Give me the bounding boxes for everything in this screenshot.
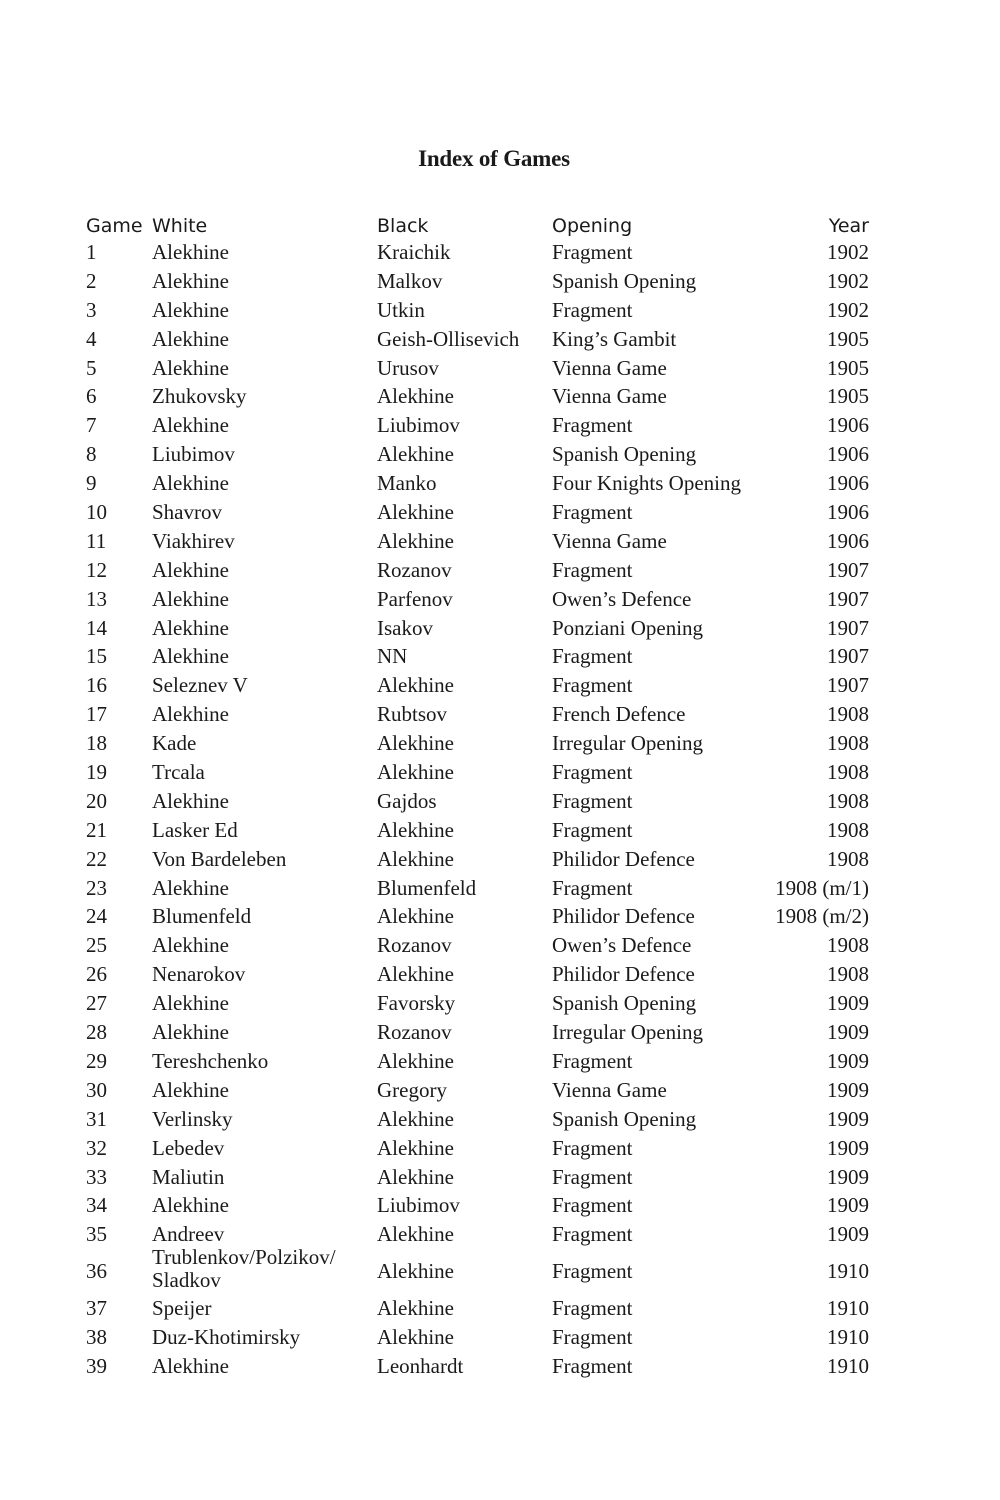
year-cell: 1907: [827, 644, 869, 669]
games-table: [0, 238, 1000, 1381]
white-player-cell: Alekhine: [152, 297, 229, 322]
game-number-cell: 29: [86, 1048, 107, 1073]
black-player-cell: Liubimov: [377, 413, 460, 438]
game-number-cell: 13: [86, 586, 107, 611]
white-player-cell: Andreev: [152, 1222, 225, 1247]
table-row: [0, 498, 1000, 527]
black-player-cell: Alekhine: [377, 904, 454, 929]
year-cell: 1909: [827, 1222, 869, 1247]
white-player-cell: Von Bardeleben: [152, 846, 287, 871]
black-player-cell: Urusov: [377, 355, 439, 380]
game-number-cell: 32: [86, 1135, 107, 1160]
column-header-white: White: [152, 215, 208, 237]
black-player-cell: Parfenov: [377, 586, 453, 611]
white-player-cell: Viakhirev: [152, 528, 235, 553]
white-player-cell: Trublenkov/Polzikov/ Sladkov: [152, 1245, 336, 1293]
column-header-black: Black: [377, 215, 429, 237]
table-row: [0, 1047, 1000, 1076]
opening-cell: Fragment: [552, 817, 633, 842]
game-number-cell: 39: [86, 1353, 107, 1378]
column-header-opening: Opening: [552, 215, 633, 237]
game-number-cell: 37: [86, 1296, 107, 1321]
black-player-cell: Alekhine: [377, 1296, 454, 1321]
year-cell: 1908: [827, 788, 869, 813]
game-number-cell: 5: [86, 355, 97, 380]
opening-cell: Fragment: [552, 1164, 633, 1189]
opening-cell: Owen’s Defence: [552, 933, 692, 958]
table-row: [0, 1163, 1000, 1192]
game-number-cell: 16: [86, 673, 107, 698]
year-cell: 1909: [827, 1106, 869, 1131]
game-number-cell: 19: [86, 760, 107, 785]
table-row: [0, 816, 1000, 845]
opening-cell: Fragment: [552, 500, 633, 525]
year-cell: 1907: [827, 615, 869, 640]
game-number-cell: 38: [86, 1325, 107, 1350]
game-number-cell: 15: [86, 644, 107, 669]
game-number-cell: 12: [86, 557, 107, 582]
opening-cell: Four Knights Opening: [552, 471, 741, 496]
black-player-cell: Alekhine: [377, 1164, 454, 1189]
black-player-cell: Utkin: [377, 297, 425, 322]
table-row: [0, 411, 1000, 440]
opening-cell: Fragment: [552, 673, 633, 698]
opening-cell: Fragment: [552, 1325, 633, 1350]
game-number-cell: 20: [86, 788, 107, 813]
opening-cell: Fragment: [552, 1296, 633, 1321]
table-row: [0, 1220, 1000, 1249]
white-player-cell: Alekhine: [152, 933, 229, 958]
white-player-cell: Seleznev V: [152, 673, 248, 698]
white-player-cell: Alekhine: [152, 326, 229, 351]
game-number-cell: 23: [86, 875, 107, 900]
opening-cell: Spanish Opening: [552, 442, 697, 467]
table-row: [0, 1352, 1000, 1381]
year-cell: 1910: [827, 1353, 869, 1378]
white-player-cell: Kade: [152, 731, 197, 756]
white-player-cell: Alekhine: [152, 1077, 229, 1102]
black-player-cell: Rubtsov: [377, 702, 448, 727]
table-row: [0, 556, 1000, 585]
black-player-cell: Alekhine: [377, 673, 454, 698]
white-player-cell: Alekhine: [152, 615, 229, 640]
opening-cell: Vienna Game: [552, 355, 667, 380]
black-player-cell: Isakov: [377, 615, 433, 640]
opening-cell: Fragment: [552, 1222, 633, 1247]
table-row: [0, 931, 1000, 960]
year-cell: 1905: [827, 384, 869, 409]
table-row: [0, 989, 1000, 1018]
white-player-cell: Alekhine: [152, 355, 229, 380]
white-player-cell: Alekhine: [152, 268, 229, 293]
opening-cell: French Defence: [552, 702, 686, 727]
opening-cell: Fragment: [552, 1259, 633, 1284]
game-number-cell: 25: [86, 933, 107, 958]
table-header: [0, 212, 1000, 240]
year-cell: 1902: [827, 240, 869, 264]
year-cell: 1910: [827, 1325, 869, 1350]
game-number-cell: 34: [86, 1193, 107, 1218]
white-player-cell: Maliutin: [152, 1164, 225, 1189]
table-row: [0, 296, 1000, 325]
year-cell: 1909: [827, 1077, 869, 1102]
table-row: [0, 1294, 1000, 1323]
black-player-cell: Kraichik: [377, 240, 451, 264]
opening-cell: Fragment: [552, 413, 633, 438]
year-cell: 1909: [827, 1193, 869, 1218]
opening-cell: Fragment: [552, 297, 633, 322]
white-player-cell: Alekhine: [152, 644, 229, 669]
white-player-cell: Alekhine: [152, 240, 229, 264]
year-cell: 1909: [827, 1020, 869, 1045]
table-row: [0, 902, 1000, 931]
game-number-cell: 7: [86, 413, 97, 438]
opening-cell: Fragment: [552, 1193, 633, 1218]
year-cell: 1906: [827, 471, 869, 496]
year-cell: 1908: [827, 933, 869, 958]
black-player-cell: Alekhine: [377, 1106, 454, 1131]
table-row: [0, 614, 1000, 643]
opening-cell: Fragment: [552, 760, 633, 785]
game-number-cell: 18: [86, 731, 107, 756]
black-player-cell: Alekhine: [377, 1222, 454, 1247]
game-number-cell: 27: [86, 991, 107, 1016]
white-player-cell: Alekhine: [152, 1020, 229, 1045]
opening-cell: Fragment: [552, 240, 633, 264]
game-number-cell: 4: [86, 326, 97, 351]
year-cell: 1906: [827, 442, 869, 467]
black-player-cell: Alekhine: [377, 760, 454, 785]
white-player-cell: Alekhine: [152, 586, 229, 611]
white-player-cell: Blumenfeld: [152, 904, 252, 929]
year-cell: 1909: [827, 1164, 869, 1189]
game-number-cell: 3: [86, 297, 97, 322]
opening-cell: Fragment: [552, 557, 633, 582]
white-player-cell: Alekhine: [152, 991, 229, 1016]
opening-cell: Fragment: [552, 875, 633, 900]
opening-cell: Spanish Opening: [552, 268, 697, 293]
table-row: [0, 1134, 1000, 1163]
black-player-cell: Gajdos: [377, 788, 437, 813]
white-player-cell: Alekhine: [152, 702, 229, 727]
black-player-cell: Alekhine: [377, 817, 454, 842]
year-cell: 1907: [827, 673, 869, 698]
year-cell: 1906: [827, 528, 869, 553]
year-cell: 1905: [827, 326, 869, 351]
white-player-cell: Alekhine: [152, 788, 229, 813]
black-player-cell: Alekhine: [377, 962, 454, 987]
black-player-cell: Liubimov: [377, 1193, 460, 1218]
game-number-cell: 6: [86, 384, 97, 409]
year-cell: 1908 (m/2): [775, 904, 869, 929]
game-number-cell: 24: [86, 904, 107, 929]
table-row: [0, 469, 1000, 498]
black-player-cell: Rozanov: [377, 1020, 452, 1045]
white-player-cell: Liubimov: [152, 442, 235, 467]
table-row: [0, 267, 1000, 296]
white-player-cell: Zhukovsky: [152, 384, 247, 409]
white-player-cell: Alekhine: [152, 557, 229, 582]
white-player-cell: Speijer: [152, 1296, 212, 1321]
opening-cell: Vienna Game: [552, 1077, 667, 1102]
opening-cell: Philidor Defence: [552, 904, 695, 929]
black-player-cell: Alekhine: [377, 846, 454, 871]
black-player-cell: Alekhine: [377, 442, 454, 467]
game-number-cell: 22: [86, 846, 107, 871]
opening-cell: Philidor Defence: [552, 962, 695, 987]
white-player-cell: Duz-Khotimirsky: [152, 1325, 301, 1350]
white-player-cell: Verlinsky: [152, 1106, 233, 1131]
white-player-cell: Alekhine: [152, 413, 229, 438]
white-player-cell: Alekhine: [152, 875, 229, 900]
table-row: [0, 700, 1000, 729]
black-player-cell: Malkov: [377, 268, 443, 293]
year-cell: 1909: [827, 1135, 869, 1160]
game-number-cell: 28: [86, 1020, 107, 1045]
black-player-cell: Leonhardt: [377, 1353, 464, 1378]
table-row: [0, 845, 1000, 874]
game-number-cell: 35: [86, 1222, 107, 1247]
table-row: [0, 642, 1000, 671]
white-player-cell: Lebedev: [152, 1135, 225, 1160]
table-row: [0, 1323, 1000, 1352]
table-row: [0, 960, 1000, 989]
black-player-cell: Alekhine: [377, 528, 454, 553]
year-cell: 1908: [827, 962, 869, 987]
page-title: Index of Games: [418, 146, 570, 171]
black-player-cell: Gregory: [377, 1077, 447, 1102]
year-cell: 1906: [827, 500, 869, 525]
black-player-cell: Alekhine: [377, 1325, 454, 1350]
game-number-cell: 8: [86, 442, 97, 467]
game-number-cell: 9: [86, 471, 97, 496]
white-player-cell: Alekhine: [152, 1353, 229, 1378]
black-player-cell: Alekhine: [377, 1048, 454, 1073]
year-cell: 1910: [827, 1296, 869, 1321]
column-header-year: Year: [828, 215, 869, 237]
year-cell: 1908: [827, 846, 869, 871]
game-number-cell: 33: [86, 1164, 107, 1189]
black-player-cell: Rozanov: [377, 557, 452, 582]
white-player-cell: Tereshchenko: [152, 1048, 269, 1073]
table-row: [0, 585, 1000, 614]
opening-cell: Fragment: [552, 788, 633, 813]
year-cell: 1910: [827, 1259, 869, 1284]
white-player-cell: Alekhine: [152, 471, 229, 496]
table-row: [0, 1076, 1000, 1105]
opening-cell: Vienna Game: [552, 384, 667, 409]
year-cell: 1909: [827, 991, 869, 1016]
black-player-cell: Alekhine: [377, 384, 454, 409]
opening-cell: Fragment: [552, 644, 633, 669]
column-header-game: Game: [86, 215, 143, 237]
black-player-cell: Geish-Ollisevich: [377, 326, 520, 351]
opening-cell: Irregular Opening: [552, 731, 704, 756]
table-row: [0, 527, 1000, 556]
black-player-cell: Favorsky: [377, 991, 456, 1016]
white-player-cell: Lasker Ed: [152, 817, 238, 842]
table-row: [0, 874, 1000, 903]
white-player-cell: Nenarokov: [152, 962, 246, 987]
year-cell: 1908: [827, 731, 869, 756]
game-number-cell: 31: [86, 1106, 107, 1131]
opening-cell: Fragment: [552, 1353, 633, 1378]
opening-cell: King’s Gambit: [552, 326, 677, 351]
table-row: [0, 1105, 1000, 1134]
black-player-cell: Alekhine: [377, 731, 454, 756]
game-number-cell: 21: [86, 817, 107, 842]
year-cell: 1902: [827, 297, 869, 322]
year-cell: 1908 (m/1): [775, 875, 869, 900]
opening-cell: Vienna Game: [552, 528, 667, 553]
table-row: [0, 440, 1000, 469]
year-cell: 1902: [827, 268, 869, 293]
year-cell: 1905: [827, 355, 869, 380]
opening-cell: Irregular Opening: [552, 1020, 704, 1045]
table-row: [0, 1245, 1000, 1294]
table-row: [0, 671, 1000, 700]
opening-cell: Owen’s Defence: [552, 586, 692, 611]
table-row: [0, 382, 1000, 411]
year-cell: 1906: [827, 413, 869, 438]
white-player-cell: Trcala: [152, 760, 205, 785]
black-player-cell: Alekhine: [377, 1135, 454, 1160]
opening-cell: Fragment: [552, 1135, 633, 1160]
game-number-cell: 11: [86, 528, 107, 553]
black-player-cell: Rozanov: [377, 933, 452, 958]
opening-cell: Spanish Opening: [552, 1106, 697, 1131]
table-row: [0, 238, 1000, 267]
table-row: [0, 1191, 1000, 1220]
year-cell: 1907: [827, 557, 869, 582]
year-cell: 1908: [827, 817, 869, 842]
opening-cell: Fragment: [552, 1048, 633, 1073]
black-player-cell: Manko: [377, 471, 437, 496]
black-player-cell: NN: [377, 644, 408, 669]
opening-cell: Spanish Opening: [552, 991, 697, 1016]
black-player-cell: Blumenfeld: [377, 875, 477, 900]
game-number-cell: 10: [86, 500, 107, 525]
year-cell: 1909: [827, 1048, 869, 1073]
game-number-cell: 36: [86, 1259, 107, 1284]
table-row: [0, 787, 1000, 816]
table-row: [0, 354, 1000, 383]
game-number-cell: 2: [86, 268, 97, 293]
game-number-cell: 26: [86, 962, 107, 987]
table-row: [0, 1018, 1000, 1047]
table-row: [0, 758, 1000, 787]
game-number-cell: 14: [86, 615, 107, 640]
table-row: [0, 729, 1000, 758]
year-cell: 1908: [827, 702, 869, 727]
game-number-cell: 1: [86, 240, 97, 264]
opening-cell: Philidor Defence: [552, 846, 695, 871]
year-cell: 1908: [827, 760, 869, 785]
white-player-cell: Alekhine: [152, 1193, 229, 1218]
black-player-cell: Alekhine: [377, 500, 454, 525]
game-number-cell: 30: [86, 1077, 107, 1102]
black-player-cell: Alekhine: [377, 1259, 454, 1284]
year-cell: 1907: [827, 586, 869, 611]
opening-cell: Ponziani Opening: [552, 615, 704, 640]
white-player-cell: Shavrov: [152, 500, 222, 525]
table-row: [0, 325, 1000, 354]
game-number-cell: 17: [86, 702, 107, 727]
